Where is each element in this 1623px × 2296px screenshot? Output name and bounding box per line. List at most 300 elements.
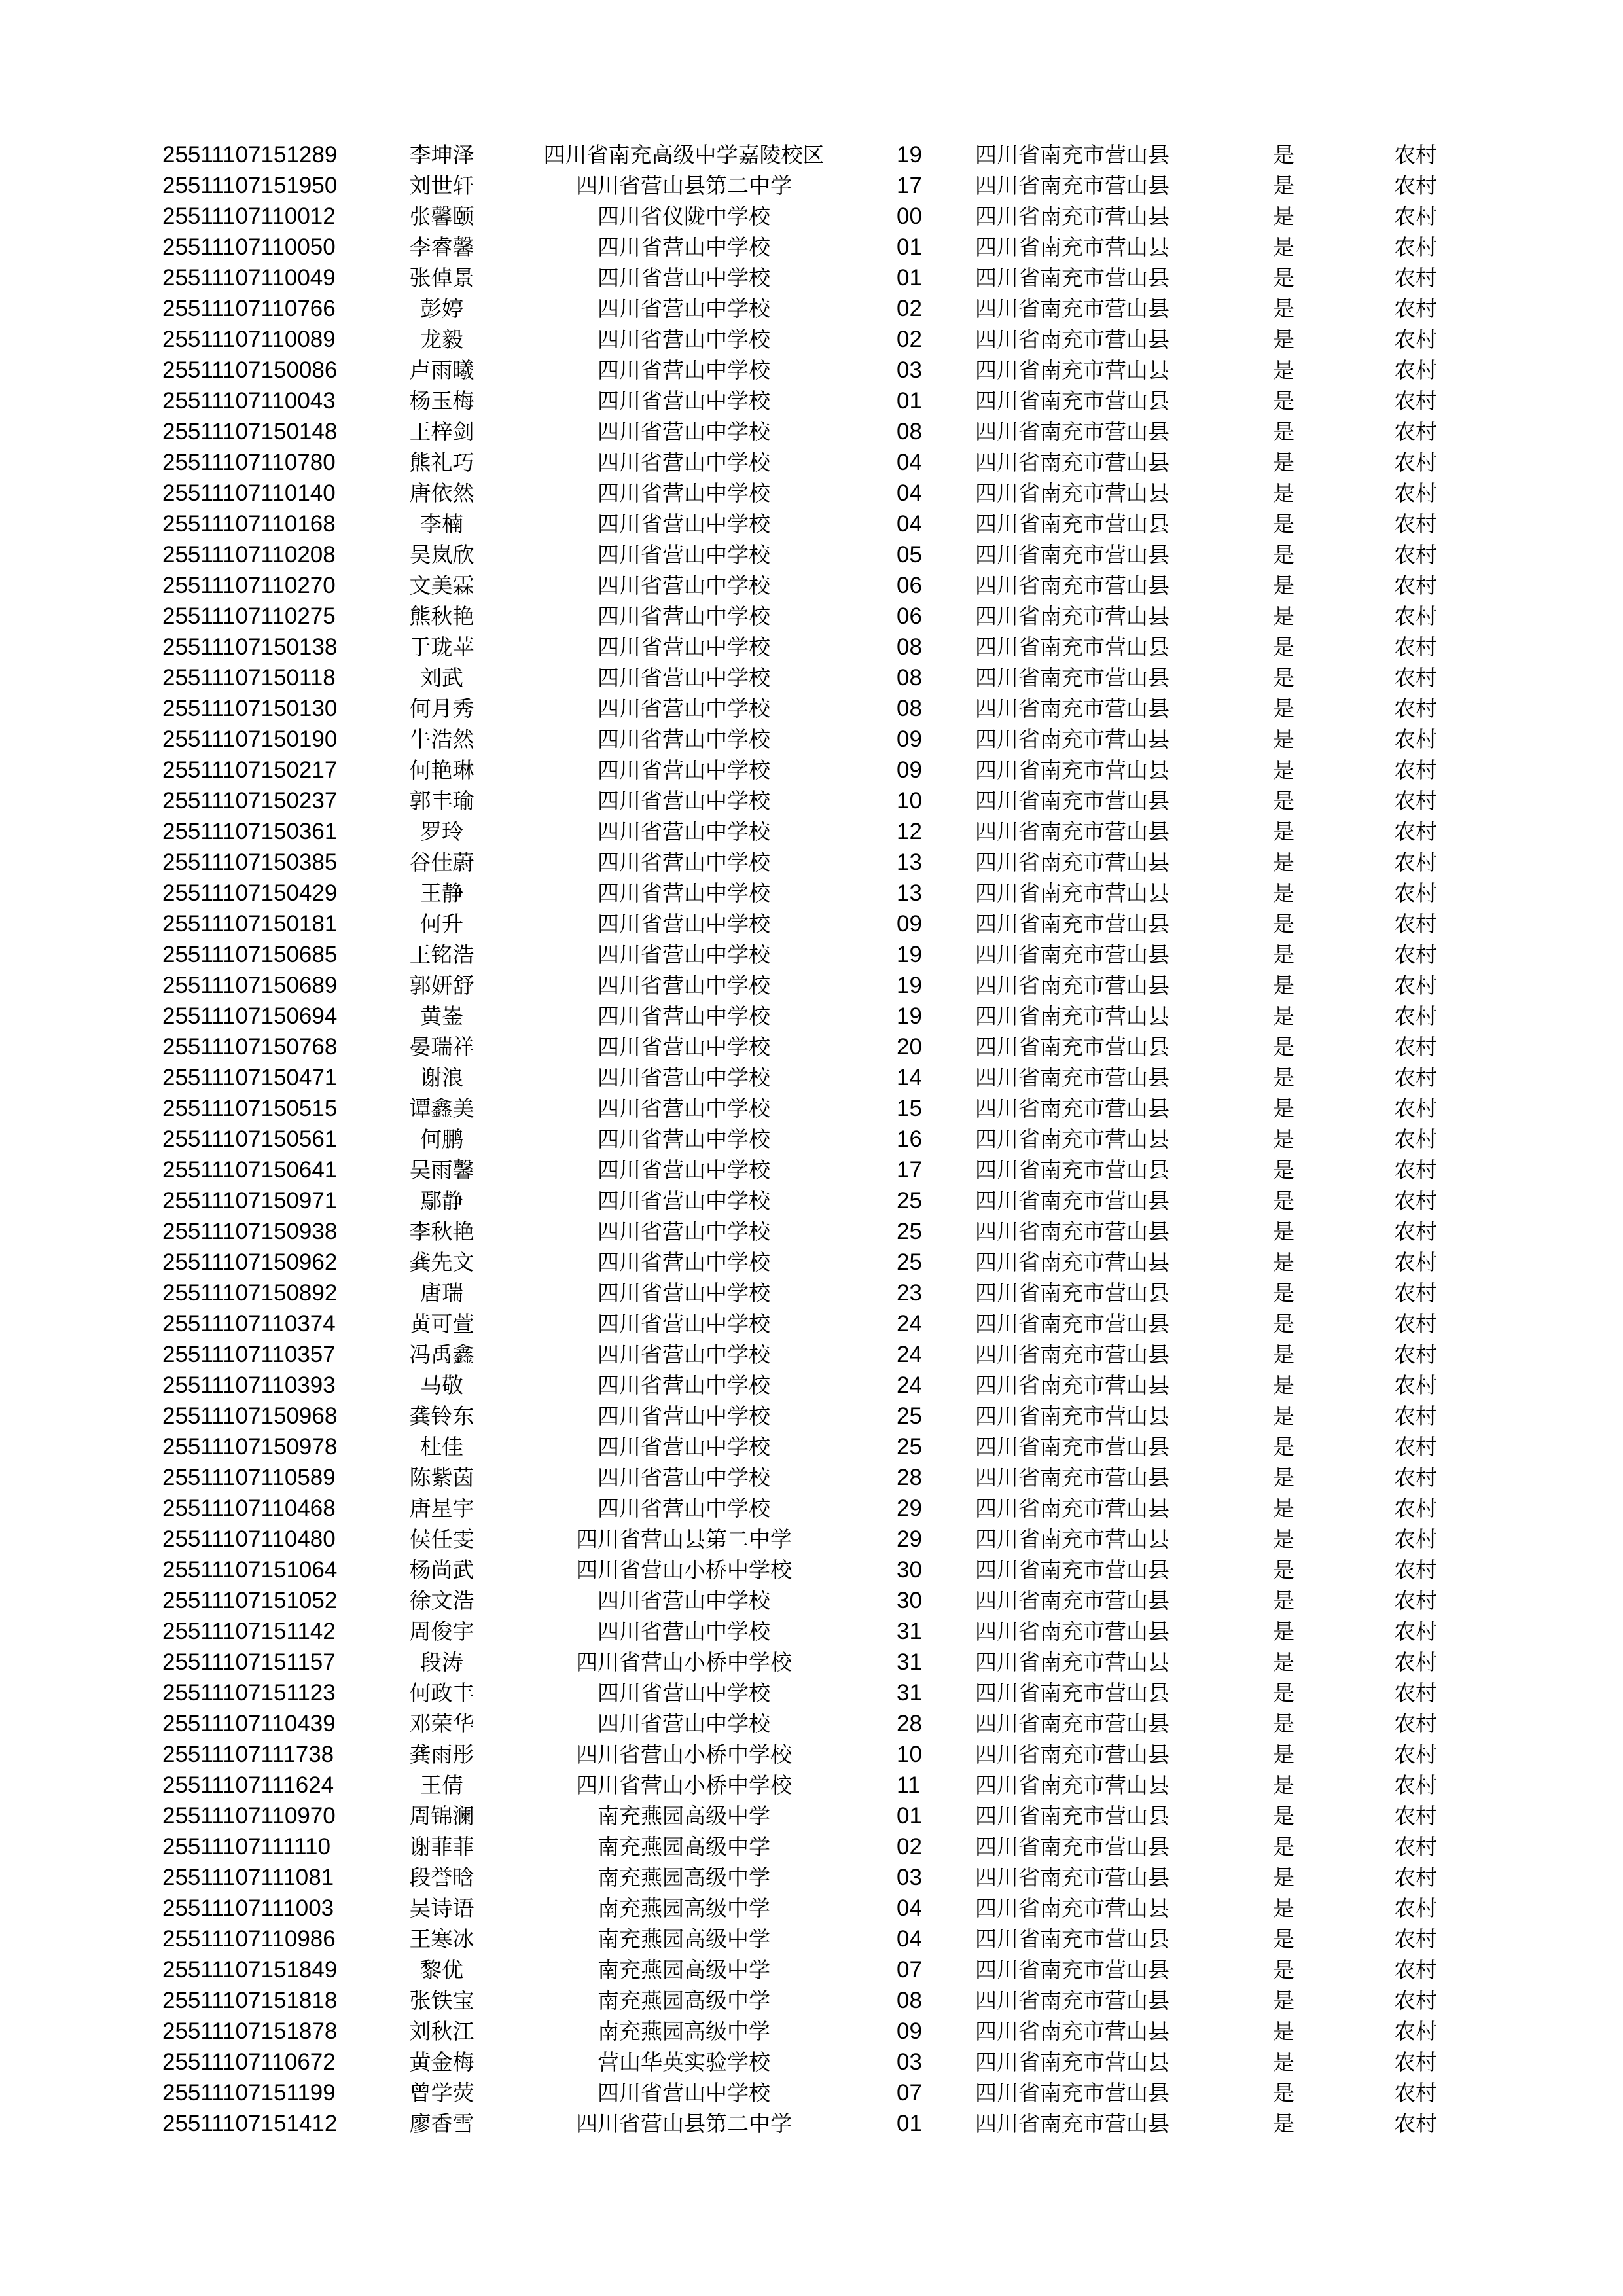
student-name-cell: 何月秀 <box>409 696 474 721</box>
class-cell: 04 <box>897 1926 922 1952</box>
student-name-cell: 郭妍舒 <box>409 973 474 998</box>
class-cell: 29 <box>897 1496 922 1521</box>
flag-cell: 是 <box>1273 1926 1294 1952</box>
class-cell: 04 <box>897 511 922 537</box>
table-row <box>0 632 1623 662</box>
household-type-cell: 农村 <box>1394 480 1437 506</box>
class-cell: 08 <box>897 1988 922 2013</box>
household-type-cell: 农村 <box>1394 1465 1437 1490</box>
flag-cell: 是 <box>1273 634 1294 660</box>
student-id-cell: 25511107150181 <box>162 911 338 937</box>
class-cell: 04 <box>897 1895 922 1921</box>
class-cell: 05 <box>897 542 922 567</box>
school-cell: 四川省营山中学校 <box>597 511 770 537</box>
flag-cell: 是 <box>1273 573 1294 598</box>
student-name-cell: 吴岚欣 <box>409 542 474 567</box>
flag-cell: 是 <box>1273 450 1294 475</box>
student-id-cell: 25511107110357 <box>162 1342 336 1367</box>
class-cell: 19 <box>897 142 922 168</box>
class-cell: 08 <box>897 634 922 660</box>
student-name-cell: 熊礼巧 <box>409 450 474 475</box>
table-row <box>0 847 1623 878</box>
student-name-cell: 龚雨彤 <box>409 1742 474 1767</box>
student-id-cell: 25511107151064 <box>162 1557 338 1583</box>
class-cell: 01 <box>897 2111 922 2136</box>
region-cell: 四川省南充市营山县 <box>975 1311 1169 1336</box>
household-type-cell: 农村 <box>1394 603 1437 629</box>
student-id-cell: 25511107110270 <box>162 573 336 598</box>
region-cell: 四川省南充市营山县 <box>975 1588 1169 1613</box>
student-id-cell: 25511107151849 <box>162 1957 338 1982</box>
region-cell: 四川省南充市营山县 <box>975 1834 1169 1859</box>
flag-cell: 是 <box>1273 1557 1294 1583</box>
student-id-cell: 25511107110275 <box>162 603 336 629</box>
flag-cell: 是 <box>1273 1680 1294 1706</box>
school-cell: 四川省营山中学校 <box>597 1311 770 1336</box>
student-id-cell: 25511107150217 <box>162 757 338 783</box>
student-id-cell: 25511107151412 <box>162 2111 338 2136</box>
student-id-cell: 25511107151052 <box>162 1588 338 1613</box>
student-id-cell: 25511107110766 <box>162 296 336 321</box>
class-cell: 20 <box>897 1034 922 1060</box>
flag-cell: 是 <box>1273 2080 1294 2106</box>
school-cell: 四川省营山中学校 <box>597 757 770 783</box>
flag-cell: 是 <box>1273 1834 1294 1859</box>
student-name-cell: 于珑苹 <box>409 634 474 660</box>
household-type-cell: 农村 <box>1394 511 1437 537</box>
flag-cell: 是 <box>1273 1434 1294 1460</box>
household-type-cell: 农村 <box>1394 942 1437 967</box>
table-row <box>0 1278 1623 1308</box>
table-row <box>0 1001 1623 1031</box>
student-name-cell: 张铁宝 <box>409 1988 474 2013</box>
region-cell: 四川省南充市营山县 <box>975 1465 1169 1490</box>
flag-cell: 是 <box>1273 1311 1294 1336</box>
household-type-cell: 农村 <box>1394 234 1437 260</box>
table-row <box>0 1739 1623 1770</box>
student-id-cell: 25511107151950 <box>162 173 338 198</box>
student-id-cell: 25511107150361 <box>162 819 338 844</box>
region-cell: 四川省南充市营山县 <box>975 1034 1169 1060</box>
student-name-cell: 郭丰瑜 <box>409 788 474 814</box>
household-type-cell: 农村 <box>1394 1957 1437 1982</box>
student-id-cell: 25511107111738 <box>162 1742 334 1767</box>
region-cell: 四川省南充市营山县 <box>975 1526 1169 1552</box>
school-cell: 四川省营山中学校 <box>597 1280 770 1306</box>
class-cell: 16 <box>897 1126 922 1152</box>
table-row <box>0 1954 1623 1985</box>
table-row <box>0 1401 1623 1431</box>
student-id-cell: 25511107151123 <box>162 1680 336 1706</box>
flag-cell: 是 <box>1273 788 1294 814</box>
class-cell: 07 <box>897 1957 922 1982</box>
school-cell: 四川省营山中学校 <box>597 296 770 321</box>
student-id-cell: 25511107150385 <box>162 850 338 875</box>
class-cell: 06 <box>897 573 922 598</box>
flag-cell: 是 <box>1273 265 1294 291</box>
table-row <box>0 386 1623 416</box>
table-row <box>0 447 1623 478</box>
household-type-cell: 农村 <box>1394 296 1437 321</box>
table-row <box>0 1124 1623 1155</box>
household-type-cell: 农村 <box>1394 327 1437 352</box>
flag-cell: 是 <box>1273 603 1294 629</box>
student-name-cell: 吴雨馨 <box>409 1157 474 1183</box>
class-cell: 06 <box>897 603 922 629</box>
flag-cell: 是 <box>1273 696 1294 721</box>
class-cell: 02 <box>897 1834 922 1859</box>
student-name-cell: 李楠 <box>420 511 463 537</box>
school-cell: 四川省营山小桥中学校 <box>576 1742 792 1767</box>
school-cell: 四川省营山中学校 <box>597 1496 770 1521</box>
household-type-cell: 农村 <box>1394 2080 1437 2106</box>
table-row <box>0 1462 1623 1493</box>
flag-cell: 是 <box>1273 388 1294 414</box>
table-row <box>0 755 1623 785</box>
class-cell: 25 <box>897 1188 922 1213</box>
student-id-cell: 25511107111624 <box>162 1772 334 1798</box>
student-id-cell: 25511107151199 <box>162 2080 336 2106</box>
school-cell: 四川省营山中学校 <box>597 419 770 444</box>
school-cell: 四川省营山中学校 <box>597 726 770 752</box>
school-cell: 南充燕园高级中学 <box>597 1834 770 1859</box>
flag-cell: 是 <box>1273 1772 1294 1798</box>
table-row <box>0 1647 1623 1677</box>
school-cell: 四川省营山中学校 <box>597 788 770 814</box>
student-id-cell: 25511107150685 <box>162 942 338 967</box>
table-row <box>0 2077 1623 2108</box>
class-cell: 24 <box>897 1342 922 1367</box>
student-id-cell: 25511107110589 <box>162 1465 336 1490</box>
student-name-cell: 刘世轩 <box>409 173 474 198</box>
student-id-cell: 25511107151289 <box>162 142 338 168</box>
student-id-cell: 25511107110468 <box>162 1496 336 1521</box>
household-type-cell: 农村 <box>1394 2049 1437 2075</box>
flag-cell: 是 <box>1273 1157 1294 1183</box>
class-cell: 03 <box>897 2049 922 2075</box>
class-cell: 10 <box>897 788 922 814</box>
school-cell: 四川省营山中学校 <box>597 1096 770 1121</box>
student-name-cell: 侯任雯 <box>409 1526 474 1552</box>
table-row <box>0 1370 1623 1401</box>
table-row <box>0 1616 1623 1647</box>
flag-cell: 是 <box>1273 1096 1294 1121</box>
flag-cell: 是 <box>1273 665 1294 691</box>
student-name-cell: 周俊宇 <box>409 1619 474 1644</box>
table-row <box>0 570 1623 601</box>
region-cell: 四川省南充市营山县 <box>975 573 1169 598</box>
student-name-cell: 谢菲菲 <box>409 1834 474 1859</box>
school-cell: 四川省营山中学校 <box>597 696 770 721</box>
school-cell: 四川省仪陇中学校 <box>597 204 770 229</box>
region-cell: 四川省南充市营山县 <box>975 603 1169 629</box>
household-type-cell: 农村 <box>1394 1188 1437 1213</box>
class-cell: 30 <box>897 1588 922 1613</box>
region-cell: 四川省南充市营山县 <box>975 450 1169 475</box>
household-type-cell: 农村 <box>1394 173 1437 198</box>
flag-cell: 是 <box>1273 1865 1294 1890</box>
household-type-cell: 农村 <box>1394 1834 1437 1859</box>
class-cell: 14 <box>897 1065 922 1090</box>
household-type-cell: 农村 <box>1394 1342 1437 1367</box>
student-id-cell: 25511107150138 <box>162 634 338 660</box>
flag-cell: 是 <box>1273 1219 1294 1244</box>
flag-cell: 是 <box>1273 1280 1294 1306</box>
household-type-cell: 农村 <box>1394 265 1437 291</box>
class-cell: 11 <box>897 1772 921 1798</box>
student-id-cell: 25511107150148 <box>162 419 338 444</box>
region-cell: 四川省南充市营山县 <box>975 1557 1169 1583</box>
region-cell: 四川省南充市营山县 <box>975 1711 1169 1736</box>
flag-cell: 是 <box>1273 1895 1294 1921</box>
table-row <box>0 355 1623 386</box>
class-cell: 25 <box>897 1403 922 1429</box>
school-cell: 四川省营山县第二中学 <box>576 1526 792 1552</box>
class-cell: 08 <box>897 665 922 691</box>
student-id-cell: 25511107111110 <box>162 1834 330 1859</box>
school-cell: 四川省营山中学校 <box>597 880 770 906</box>
school-cell: 四川省营山中学校 <box>597 1588 770 1613</box>
student-name-cell: 杨尚武 <box>409 1557 474 1583</box>
household-type-cell: 农村 <box>1394 1219 1437 1244</box>
table-row <box>0 2108 1623 2139</box>
flag-cell: 是 <box>1273 1342 1294 1367</box>
region-cell: 四川省南充市营山县 <box>975 1434 1169 1460</box>
table-row <box>0 539 1623 570</box>
student-id-cell: 25511107110970 <box>162 1803 336 1829</box>
table-row <box>0 1893 1623 1924</box>
household-type-cell: 农村 <box>1394 1557 1437 1583</box>
student-name-cell: 何鹏 <box>420 1126 463 1152</box>
student-name-cell: 张馨颐 <box>409 204 474 229</box>
student-id-cell: 25511107150768 <box>162 1034 338 1060</box>
class-cell: 03 <box>897 357 922 383</box>
class-cell: 09 <box>897 757 922 783</box>
student-name-cell: 熊秋艳 <box>409 603 474 629</box>
household-type-cell: 农村 <box>1394 1895 1437 1921</box>
flag-cell: 是 <box>1273 1619 1294 1644</box>
school-cell: 四川省营山中学校 <box>597 1372 770 1398</box>
region-cell: 四川省南充市营山县 <box>975 757 1169 783</box>
household-type-cell: 农村 <box>1394 388 1437 414</box>
table-row <box>0 478 1623 509</box>
table-row <box>0 1924 1623 1954</box>
region-cell: 四川省南充市营山县 <box>975 973 1169 998</box>
school-cell: 四川省营山小桥中学校 <box>576 1772 792 1798</box>
table-row <box>0 139 1623 170</box>
flag-cell: 是 <box>1273 880 1294 906</box>
school-cell: 四川省营山中学校 <box>597 1680 770 1706</box>
flag-cell: 是 <box>1273 850 1294 875</box>
household-type-cell: 农村 <box>1394 788 1437 814</box>
household-type-cell: 农村 <box>1394 1803 1437 1829</box>
class-cell: 08 <box>897 419 922 444</box>
region-cell: 四川省南充市营山县 <box>975 1926 1169 1952</box>
student-name-cell: 龙毅 <box>420 327 463 352</box>
region-cell: 四川省南充市营山县 <box>975 1342 1169 1367</box>
class-cell: 30 <box>897 1557 922 1583</box>
household-type-cell: 农村 <box>1394 634 1437 660</box>
region-cell: 四川省南充市营山县 <box>975 265 1169 291</box>
household-type-cell: 农村 <box>1394 419 1437 444</box>
class-cell: 04 <box>897 480 922 506</box>
region-cell: 四川省南充市营山县 <box>975 327 1169 352</box>
table-row <box>0 1677 1623 1708</box>
flag-cell: 是 <box>1273 542 1294 567</box>
region-cell: 四川省南充市营山县 <box>975 1188 1169 1213</box>
student-name-cell: 李睿馨 <box>409 234 474 260</box>
flag-cell: 是 <box>1273 1465 1294 1490</box>
school-cell: 四川省营山中学校 <box>597 1342 770 1367</box>
school-cell: 四川省营山县第二中学 <box>576 2111 792 2136</box>
household-type-cell: 农村 <box>1394 1926 1437 1952</box>
region-cell: 四川省南充市营山县 <box>975 1003 1169 1029</box>
flag-cell: 是 <box>1273 234 1294 260</box>
student-id-cell: 25511107110780 <box>162 450 336 475</box>
table-row <box>0 816 1623 847</box>
household-type-cell: 农村 <box>1394 850 1437 875</box>
school-cell: 四川省营山中学校 <box>597 1126 770 1152</box>
flag-cell: 是 <box>1273 2111 1294 2136</box>
student-id-cell: 25511107110140 <box>162 480 336 506</box>
student-id-cell: 25511107150471 <box>162 1065 338 1090</box>
student-id-cell: 25511107150968 <box>162 1403 338 1429</box>
flag-cell: 是 <box>1273 1496 1294 1521</box>
table-row <box>0 908 1623 939</box>
flag-cell: 是 <box>1273 726 1294 752</box>
household-type-cell: 农村 <box>1394 1988 1437 2013</box>
household-type-cell: 农村 <box>1394 1619 1437 1644</box>
student-name-cell: 黄金梅 <box>409 2049 474 2075</box>
flag-cell: 是 <box>1273 204 1294 229</box>
class-cell: 29 <box>897 1526 922 1552</box>
school-cell: 四川省营山中学校 <box>597 973 770 998</box>
student-name-cell: 谭鑫美 <box>409 1096 474 1121</box>
flag-cell: 是 <box>1273 173 1294 198</box>
region-cell: 四川省南充市营山县 <box>975 1895 1169 1921</box>
household-type-cell: 农村 <box>1394 1526 1437 1552</box>
school-cell: 四川省营山中学校 <box>597 480 770 506</box>
student-id-cell: 25511107150892 <box>162 1280 338 1306</box>
student-id-cell: 25511107150689 <box>162 973 338 998</box>
class-cell: 31 <box>897 1619 922 1644</box>
flag-cell: 是 <box>1273 1249 1294 1275</box>
table-row <box>0 509 1623 539</box>
school-cell: 四川省营山中学校 <box>597 265 770 291</box>
class-cell: 09 <box>897 2018 922 2044</box>
class-cell: 04 <box>897 450 922 475</box>
class-cell: 31 <box>897 1649 922 1675</box>
region-cell: 四川省南充市营山县 <box>975 1803 1169 1829</box>
table-row <box>0 1708 1623 1739</box>
table-row <box>0 1308 1623 1339</box>
student-name-cell: 罗玲 <box>420 819 463 844</box>
household-type-cell: 农村 <box>1394 1403 1437 1429</box>
table-row <box>0 1554 1623 1585</box>
table-row <box>0 1185 1623 1216</box>
student-id-cell: 25511107150978 <box>162 1434 338 1460</box>
region-cell: 四川省南充市营山县 <box>975 1065 1169 1090</box>
student-name-cell: 冯禹鑫 <box>409 1342 474 1367</box>
class-cell: 13 <box>897 850 922 875</box>
household-type-cell: 农村 <box>1394 880 1437 906</box>
region-cell: 四川省南充市营山县 <box>975 634 1169 660</box>
student-id-cell: 25511107110480 <box>162 1526 336 1552</box>
class-cell: 01 <box>897 234 922 260</box>
school-cell: 四川省营山中学校 <box>597 819 770 844</box>
table-row <box>0 724 1623 755</box>
region-cell: 四川省南充市营山县 <box>975 696 1169 721</box>
student-id-cell: 25511107110168 <box>162 511 336 537</box>
region-cell: 四川省南充市营山县 <box>975 1680 1169 1706</box>
student-name-cell: 文美霖 <box>409 573 474 598</box>
flag-cell: 是 <box>1273 480 1294 506</box>
school-cell: 四川省营山中学校 <box>597 573 770 598</box>
flag-cell: 是 <box>1273 1034 1294 1060</box>
region-cell: 四川省南充市营山县 <box>975 1496 1169 1521</box>
student-id-cell: 25511107150130 <box>162 696 338 721</box>
flag-cell: 是 <box>1273 327 1294 352</box>
region-cell: 四川省南充市营山县 <box>975 2080 1169 2106</box>
table-row <box>0 1339 1623 1370</box>
class-cell: 17 <box>897 173 922 198</box>
flag-cell: 是 <box>1273 2049 1294 2075</box>
region-cell: 四川省南充市营山县 <box>975 1403 1169 1429</box>
class-cell: 19 <box>897 942 922 967</box>
student-name-cell: 何升 <box>420 911 463 937</box>
household-type-cell: 农村 <box>1394 665 1437 691</box>
table-row <box>0 1493 1623 1524</box>
table-row <box>0 1801 1623 1831</box>
student-name-cell: 鄢静 <box>420 1188 463 1213</box>
table-row <box>0 1585 1623 1616</box>
table-row <box>0 1985 1623 2016</box>
class-cell: 10 <box>897 1742 922 1767</box>
region-cell: 四川省南充市营山县 <box>975 419 1169 444</box>
student-name-cell: 曾学荧 <box>409 2080 474 2106</box>
household-type-cell: 农村 <box>1394 357 1437 383</box>
flag-cell: 是 <box>1273 1403 1294 1429</box>
household-type-cell: 农村 <box>1394 1711 1437 1736</box>
student-id-cell: 25511107150641 <box>162 1157 338 1183</box>
flag-cell: 是 <box>1273 1742 1294 1767</box>
student-id-cell: 25511107151878 <box>162 2018 338 2044</box>
region-cell: 四川省南充市营山县 <box>975 1249 1169 1275</box>
flag-cell: 是 <box>1273 1372 1294 1398</box>
household-type-cell: 农村 <box>1394 2018 1437 2044</box>
household-type-cell: 农村 <box>1394 973 1437 998</box>
class-cell: 19 <box>897 973 922 998</box>
region-cell: 四川省南充市营山县 <box>975 2018 1169 2044</box>
region-cell: 四川省南充市营山县 <box>975 1957 1169 1982</box>
region-cell: 四川省南充市营山县 <box>975 1988 1169 2013</box>
student-name-cell: 刘武 <box>420 665 463 691</box>
school-cell: 南充燕园高级中学 <box>597 1895 770 1921</box>
student-name-cell: 段誉晗 <box>409 1865 474 1890</box>
class-cell: 12 <box>897 819 922 844</box>
student-name-cell: 谷佳蔚 <box>409 850 474 875</box>
class-cell: 19 <box>897 1003 922 1029</box>
household-type-cell: 农村 <box>1394 1772 1437 1798</box>
school-cell: 四川省营山中学校 <box>597 1003 770 1029</box>
student-name-cell: 吴诗语 <box>409 1895 474 1921</box>
table-row <box>0 2047 1623 2077</box>
flag-cell: 是 <box>1273 2018 1294 2044</box>
flag-cell: 是 <box>1273 142 1294 168</box>
region-cell: 四川省南充市营山县 <box>975 1096 1169 1121</box>
table-row <box>0 1862 1623 1893</box>
class-cell: 17 <box>897 1157 922 1183</box>
